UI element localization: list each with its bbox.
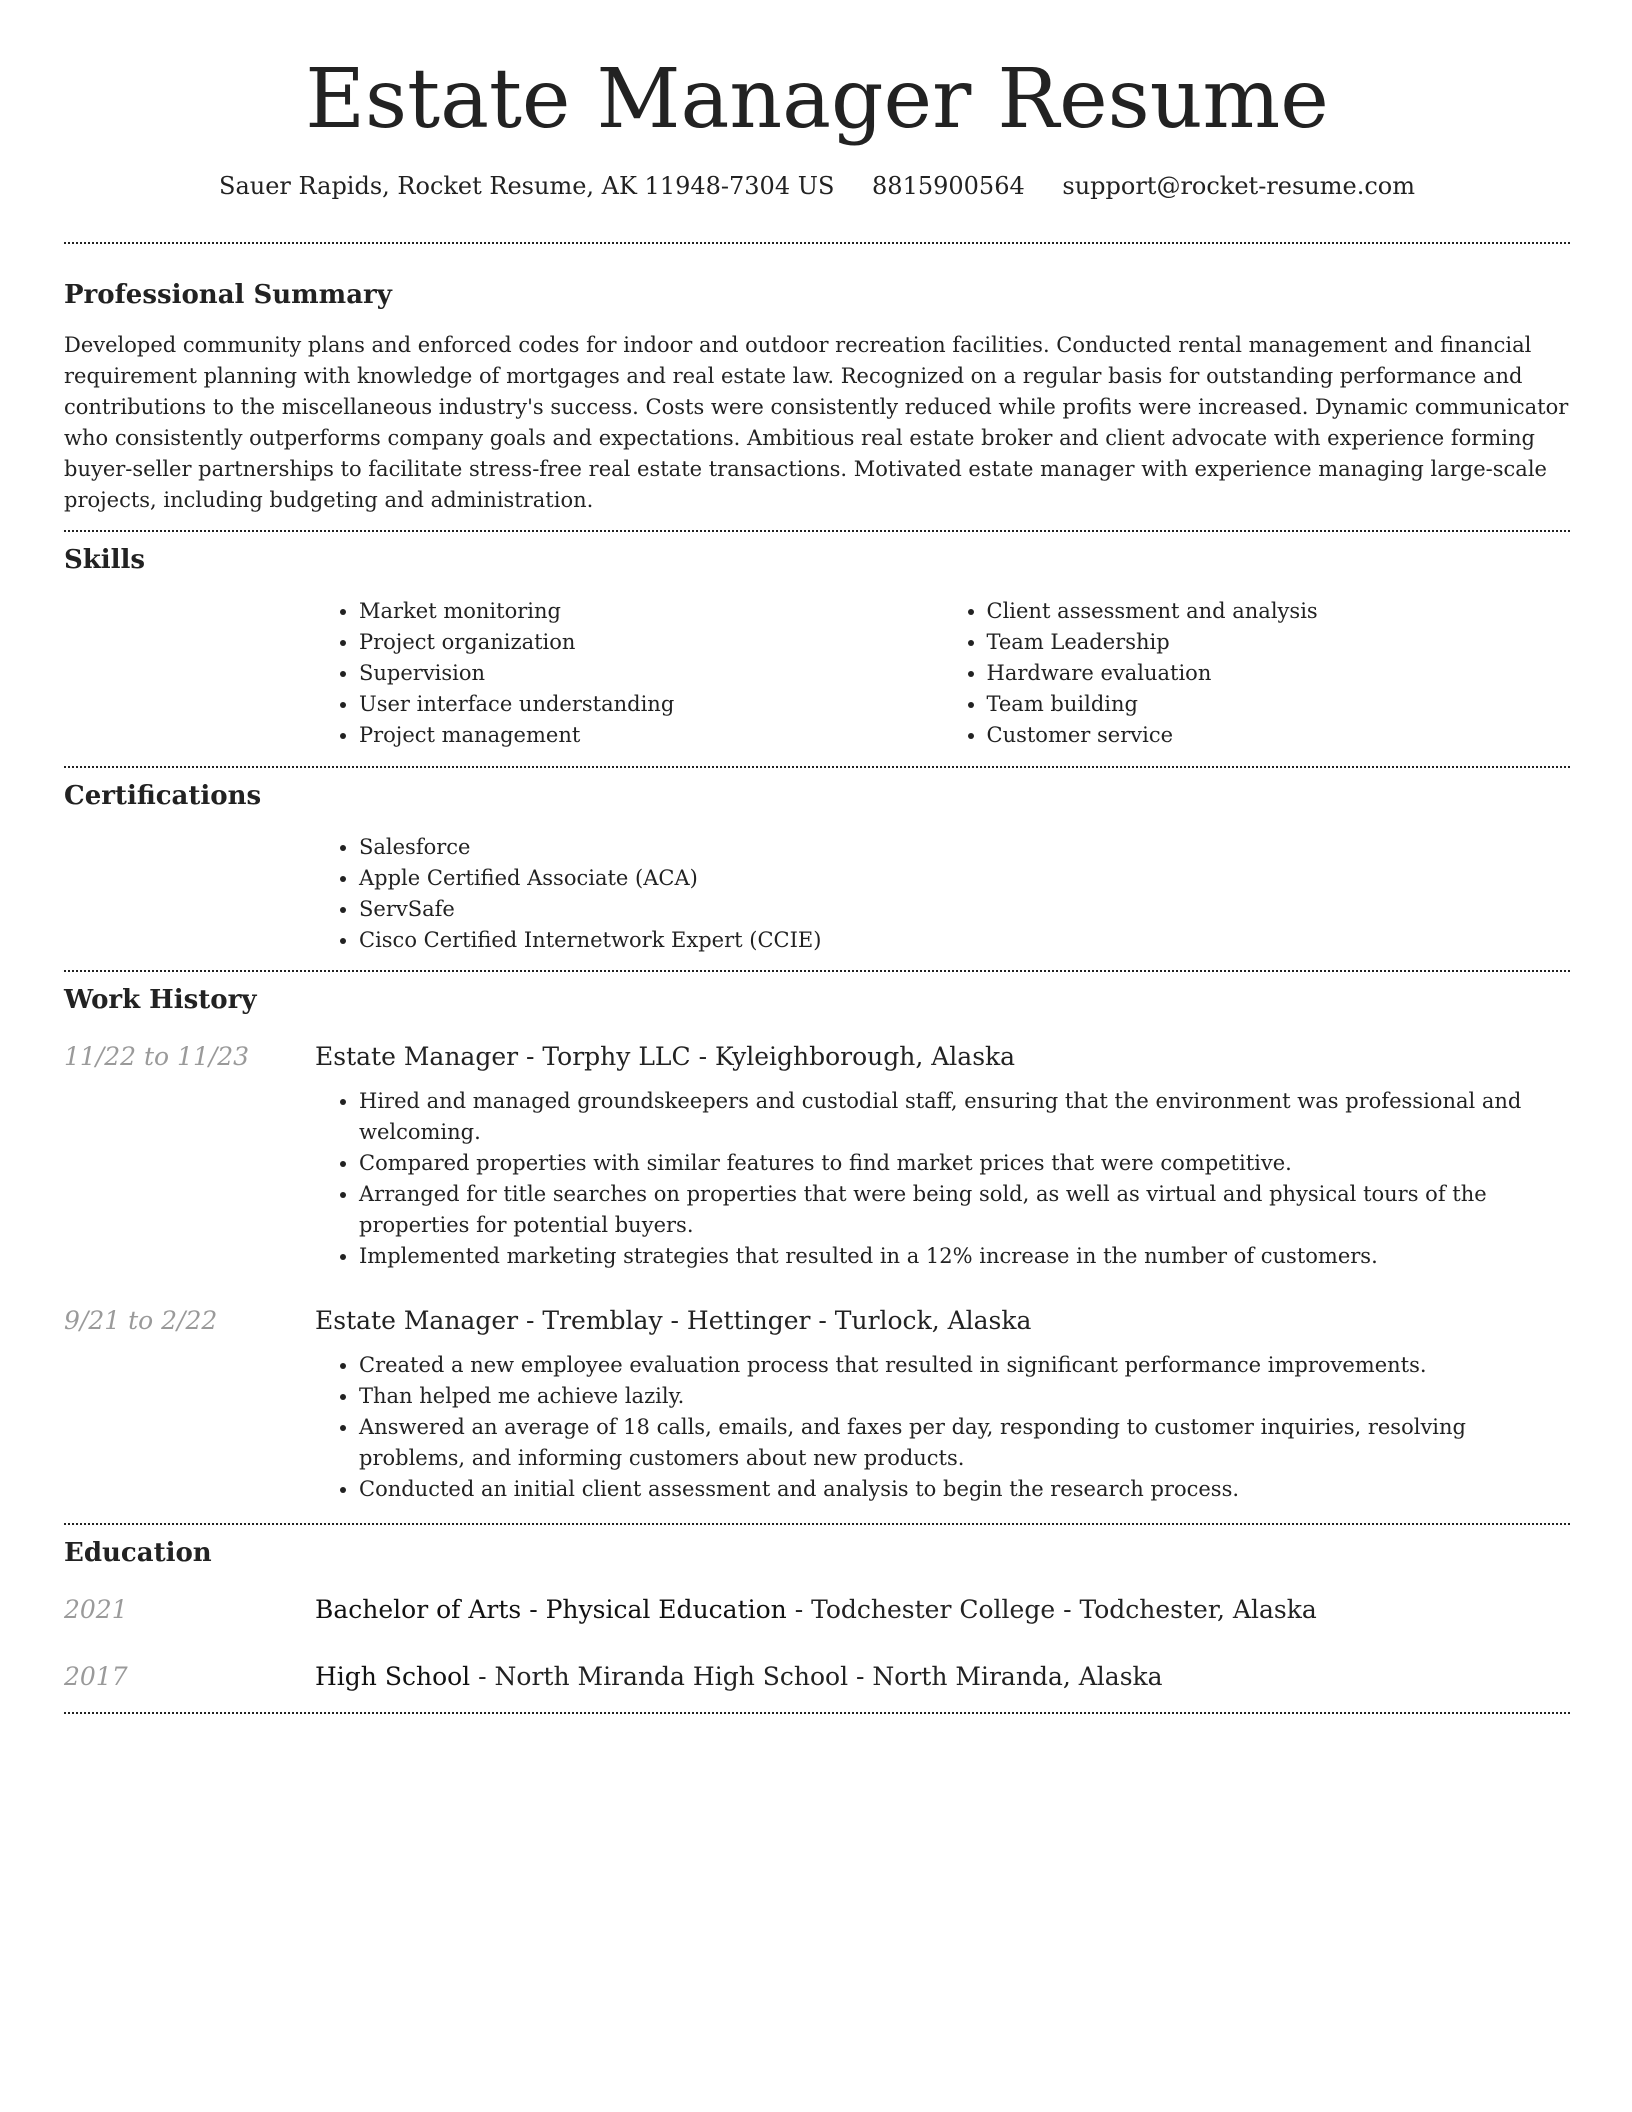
work-history-heading: Work History (64, 985, 257, 1015)
education-details (315, 1660, 1163, 1694)
job-bullets (315, 1086, 1570, 1272)
education-year: 2021 (64, 1595, 128, 1624)
resume-page (64, 0, 1570, 1714)
certification-item: • Salesforce (359, 832, 1570, 863)
contact-phone: 8815900564 (872, 172, 1025, 200)
job-dates: 11/22 to 11/23 (64, 1042, 250, 1071)
job-bullet: • Compared properties with similar features to find market prices that were competitive. (359, 1148, 1570, 1179)
certification-item: • Cisco Certified Internetwork Expert (CCIE) (359, 925, 1570, 956)
job-bullet: • Created a new employee evaluation process that resulted in significant performance improvements. (359, 1350, 1570, 1381)
skill-item: • Team building (987, 689, 1571, 720)
skill-item: • Project management (359, 720, 943, 751)
divider (64, 766, 1570, 768)
education-details (315, 1593, 1317, 1627)
skill-item: • Market monitoring (359, 596, 943, 627)
job-bullet: • Than helped me achieve lazily. (359, 1381, 1570, 1412)
skill-item: • User interface understanding (359, 689, 943, 720)
divider (64, 1712, 1570, 1714)
job-title: Estate Manager - Torphy LLC - Kyleighborough, Alaska (315, 1042, 1016, 1071)
divider (64, 1523, 1570, 1525)
certifications-heading: Certifications (64, 781, 262, 811)
summary-heading: Professional Summary (64, 280, 392, 310)
skills-column-2 (943, 596, 1571, 751)
education-school: - North Miranda High School - North Miranda, Alaska (470, 1662, 1163, 1691)
resume-title: Estate Manager Resume (305, 52, 1329, 147)
divider (64, 242, 1570, 244)
job-entry (64, 1304, 1570, 1505)
job-bullets (315, 1350, 1570, 1505)
contact-email: support@rocket-resume.com (1062, 172, 1415, 200)
contact-address: Sauer Rapids, Rocket Resume, AK 11948-7304 US (219, 172, 835, 200)
job-bullet: • Conducted an initial client assessment and analysis to begin the research process. (359, 1474, 1570, 1505)
job-bullet: • Arranged for title searches on properties that were being sold, as well as virtual and physical tours of the properties for potential buyers. (359, 1179, 1570, 1241)
education-entry (64, 1593, 1570, 1627)
skill-item: • Customer service (987, 720, 1571, 751)
job-dates: 9/21 to 2/22 (64, 1306, 218, 1335)
certifications-list (315, 832, 1570, 956)
skill-item: • Client assessment and analysis (987, 596, 1571, 627)
job-bullet: • Answered an average of 18 calls, emails, and faxes per day, responding to customer inquiries, resolving problems, and informing customers about new products. (359, 1412, 1570, 1474)
education-degree: High School (315, 1662, 471, 1691)
skill-item: • Project organization (359, 627, 943, 658)
job-header (64, 1040, 1570, 1074)
job-title: Estate Manager - Tremblay - Hettinger - Turlock, Alaska (315, 1306, 1032, 1335)
skill-item: • Team Leadership (987, 627, 1571, 658)
skills-column-1 (315, 596, 943, 751)
divider (64, 970, 1570, 972)
job-header (64, 1304, 1570, 1338)
job-entry (64, 1040, 1570, 1272)
skill-item: • Supervision (359, 658, 943, 689)
divider (64, 530, 1570, 532)
education-year: 2017 (64, 1662, 128, 1691)
education-degree: Bachelor of Arts - Physical Education (315, 1595, 787, 1624)
skills-list (315, 596, 1570, 751)
education-entry (64, 1660, 1570, 1694)
contact-line (64, 170, 1570, 202)
job-bullet: • Implemented marketing strategies that resulted in a 12% increase in the number of customers. (359, 1241, 1570, 1272)
summary-text: Developed community plans and enforced codes for indoor and outdoor recreation facilities. Conducted rental management and financial requirement planning with knowledge of mortgages and real estate law. Recognized on a regular basis for outstanding performance and contributions to the miscellaneous industry's success. Costs were consistently reduced while profits were increased. Dynamic communicator who consistently outperforms company goals and expectations. Ambitious real estate broker and client advocate with experience forming buyer-seller partnerships to facilitate stress-free real estate transactions. Motivated estate manager with experience managing large-scale projects, including budgeting and administration. (64, 333, 1569, 512)
skill-item: • Hardware evaluation (987, 658, 1571, 689)
certification-item: • Apple Certified Associate (ACA) (359, 863, 1570, 894)
skills-heading: Skills (64, 545, 146, 575)
education-heading: Education (64, 1538, 212, 1568)
job-bullet: • Hired and managed groundskeepers and custodial staff, ensuring that the environment was professional and welcoming. (359, 1086, 1570, 1148)
certification-item: • ServSafe (359, 894, 1570, 925)
education-school: - Todchester College - Todchester, Alaska (786, 1595, 1317, 1624)
